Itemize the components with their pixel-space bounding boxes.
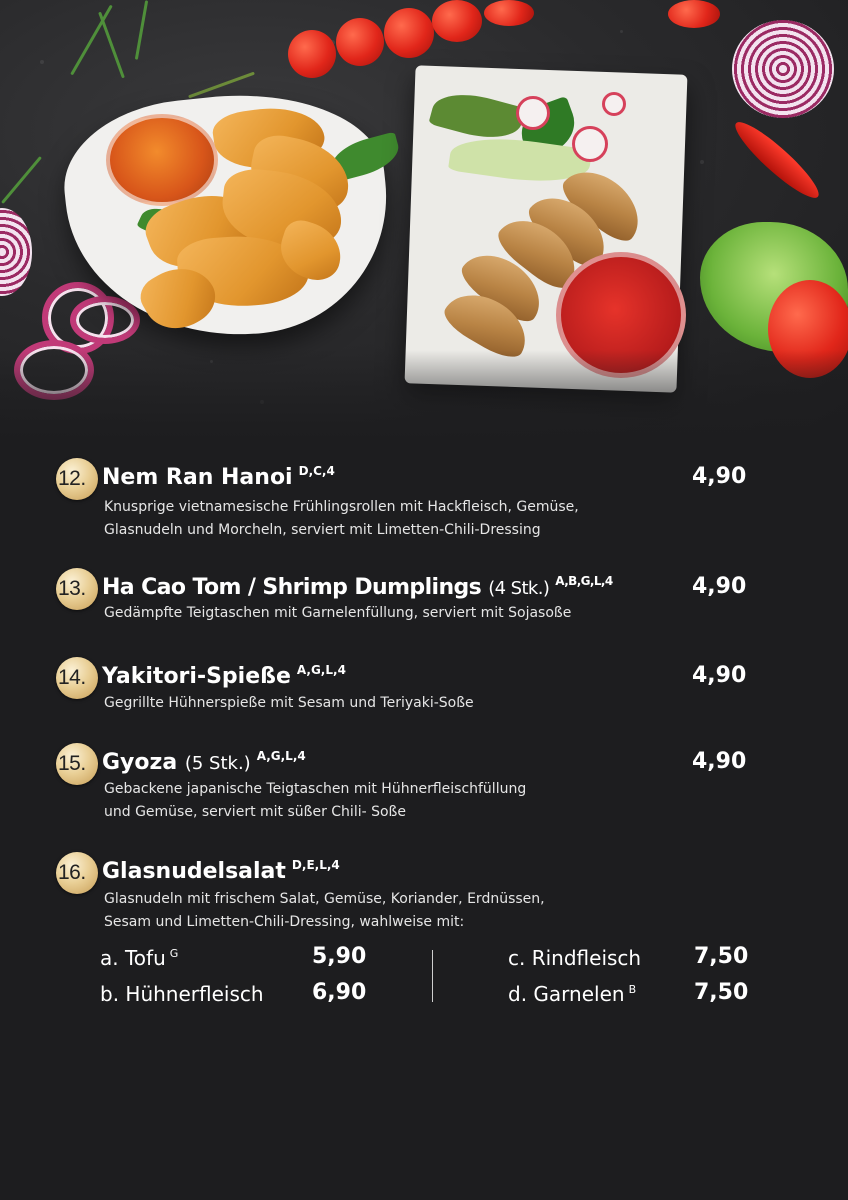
tomato (768, 280, 848, 378)
item-number-badge: 12. (56, 458, 98, 500)
allergen-codes: G (169, 947, 179, 960)
item-title (102, 663, 346, 689)
item-number-badge: 16. (56, 852, 98, 894)
allergen-codes: A,B,G,L,4 (555, 574, 613, 588)
allergen-codes: A,G,L,4 (256, 749, 306, 763)
item-description: Glasnudeln mit frischem Salat, Gemüse, Koriander, Erdnüssen, Sesam und Limetten-Chili-Dressing, wahlweise mit: (104, 891, 545, 930)
item-name: Gyoza (102, 750, 178, 775)
item-description: Gegrillte Hühnerspieße mit Sesam und Teriyaki-Soße (104, 695, 474, 711)
item-name: Nem Ran Hanoi (102, 465, 293, 490)
item-description: Gebackene japanische Teigtaschen mit Hühnerfleischfüllung und Gemüse, serviert mit süßer Chili- Soße (104, 781, 527, 820)
item-description: Gedämpfte Teigtaschen mit Garnelenfüllung, serviert mit Sojasoße (104, 605, 572, 621)
radish-slice (602, 92, 626, 116)
option-price: 7,50 (694, 944, 749, 969)
option-label: b. Hühnerfleisch (100, 982, 264, 1006)
red-onion (732, 20, 834, 118)
item-number-badge: 13. (56, 568, 98, 610)
radish-slice (516, 96, 550, 130)
option-label: c. Rindfleisch (508, 946, 642, 970)
item-name: Ha Cao Tom / Shrimp Dumplings (102, 575, 482, 600)
food-photo (0, 0, 848, 440)
item-number-badge: 15. (56, 743, 98, 785)
item-name: Yakitori-Spieße (102, 664, 291, 689)
options-divider (432, 950, 433, 1002)
chili-sauce-bowl (556, 252, 686, 378)
red-onion (0, 208, 32, 296)
item-price: 4,90 (692, 464, 747, 489)
allergen-codes: B (628, 983, 637, 996)
option-price: 6,90 (312, 980, 367, 1005)
cherry-tomato (432, 0, 482, 42)
item-quantity: (4 Stk.) (488, 578, 550, 599)
cherry-tomato (384, 8, 434, 58)
cherry-tomato (288, 30, 336, 78)
item-title (102, 574, 613, 600)
dip-bowl (106, 114, 218, 206)
item-name: Glasnudelsalat (102, 859, 286, 884)
item-title (102, 464, 335, 490)
item-number-badge: 14. (56, 657, 98, 699)
item-price: 4,90 (692, 663, 747, 688)
item-title (102, 749, 306, 775)
radish-slice (572, 126, 608, 162)
option-price: 7,50 (694, 980, 749, 1005)
item-quantity: (5 Stk.) (184, 753, 251, 774)
item-description: Knusprige vietnamesische Frühlingsrollen mit Hackfleisch, Gemüse, Glasnudeln und Morcheln, serviert mit Limetten-Chili-Dressing (104, 499, 579, 538)
option-price: 5,90 (312, 944, 367, 969)
allergen-codes: D,C,4 (298, 464, 335, 478)
cherry-tomato (484, 0, 534, 26)
cherry-tomato (668, 0, 720, 28)
allergen-codes: A,G,L,4 (296, 663, 346, 677)
cherry-tomato (336, 18, 384, 66)
red-chili (728, 114, 826, 205)
onion-ring (14, 340, 94, 400)
item-price: 4,90 (692, 749, 747, 774)
item-price: 4,90 (692, 574, 747, 599)
allergen-codes: D,E,L,4 (291, 858, 340, 872)
item-title (102, 858, 340, 884)
option-label: d. Garnelen $^B$ (508, 982, 637, 1006)
option-label: a. Tofu $^G$ (100, 946, 179, 970)
